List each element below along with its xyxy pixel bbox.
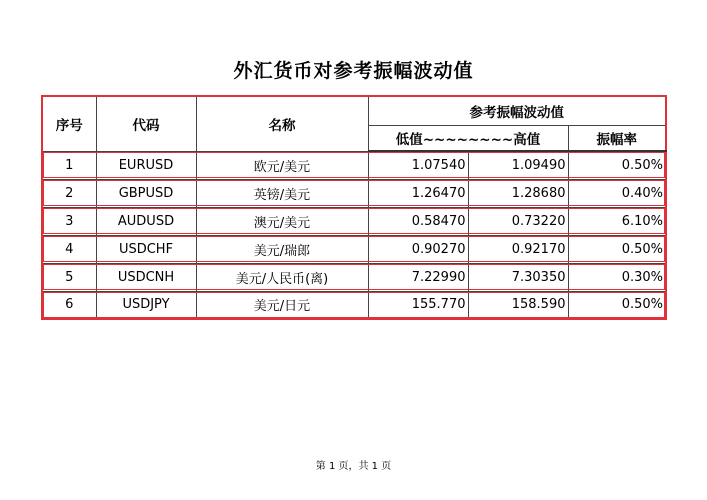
cell-name: 英镑/美元 (196, 179, 368, 207)
fx-table (41, 95, 667, 320)
cell-code: EURUSD (96, 151, 196, 179)
header-amplitude-group: 参考振幅波动值 (368, 96, 666, 125)
cell-amplitude: 6.10% (568, 207, 666, 235)
cell-low: 1.26470 (368, 179, 468, 207)
cell-code: GBPUSD (96, 179, 196, 207)
cell-code: USDJPY (96, 291, 196, 319)
table-row (42, 151, 666, 179)
cell-low: 1.07540 (368, 151, 468, 179)
cell-amplitude: 0.50% (568, 151, 666, 179)
table-row (42, 207, 666, 235)
table-row (42, 291, 666, 319)
cell-high: 0.92170 (468, 235, 568, 263)
cell-code: USDCNH (96, 263, 196, 291)
cell-low: 155.770 (368, 291, 468, 319)
cell-amplitude: 0.50% (568, 291, 666, 319)
cell-high: 1.28680 (468, 179, 568, 207)
cell-seq: 4 (42, 235, 96, 263)
table-row (42, 235, 666, 263)
cell-name: 澳元/美元 (196, 207, 368, 235)
cell-name: 美元/瑞郎 (196, 235, 368, 263)
page-footer: 第 1 页，共 1 页 (315, 461, 392, 472)
cell-high: 158.590 (468, 291, 568, 319)
cell-low: 0.58470 (368, 207, 468, 235)
cell-seq: 1 (42, 151, 96, 179)
cell-high: 0.73220 (468, 207, 568, 235)
cell-amplitude: 0.30% (568, 263, 666, 291)
cell-amplitude: 0.40% (568, 179, 666, 207)
header-name: 名称 (196, 96, 368, 151)
cell-low: 7.22990 (368, 263, 468, 291)
header-code: 代码 (96, 96, 196, 151)
cell-name: 美元/人民币(离) (196, 263, 368, 291)
cell-low: 0.90270 (368, 235, 468, 263)
cell-seq: 5 (42, 263, 96, 291)
cell-high: 1.09490 (468, 151, 568, 179)
table-row (42, 179, 666, 207)
header-amplitude-rate: 振幅率 (568, 125, 666, 151)
page-title: 外汇货币对参考振幅波动值 (233, 60, 474, 82)
cell-amplitude: 0.50% (568, 235, 666, 263)
cell-seq: 3 (42, 207, 96, 235)
header-low-high: 低值~~~~~~~~高值 (368, 125, 568, 151)
header-row (42, 96, 666, 125)
cell-seq: 2 (42, 179, 96, 207)
cell-name: 美元/日元 (196, 291, 368, 319)
cell-seq: 6 (42, 291, 96, 319)
cell-code: USDCHF (96, 235, 196, 263)
cell-high: 7.30350 (468, 263, 568, 291)
header-seq: 序号 (42, 96, 96, 151)
cell-code: AUDUSD (96, 207, 196, 235)
table-row (42, 263, 666, 291)
cell-name: 欧元/美元 (196, 151, 368, 179)
